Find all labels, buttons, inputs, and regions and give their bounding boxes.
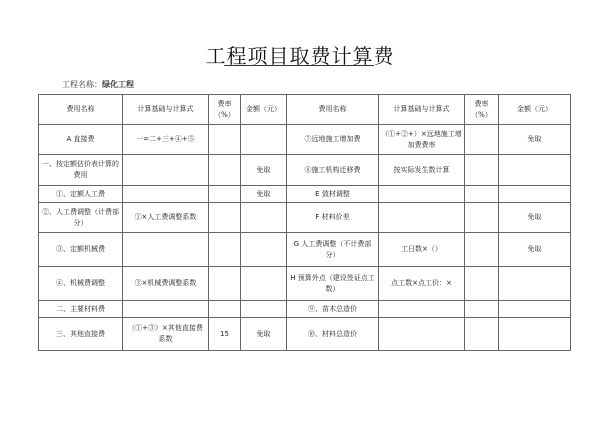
table-cell bbox=[241, 233, 287, 267]
table-cell bbox=[465, 125, 499, 155]
project-name: 绿化工程 bbox=[102, 79, 134, 89]
table-cell: 按实际发生数计算 bbox=[379, 155, 465, 186]
table-cell: 免取 bbox=[499, 125, 571, 155]
table-cell bbox=[123, 155, 209, 186]
table-cell bbox=[209, 233, 241, 267]
header-cell: 计算基础与计算式 bbox=[379, 95, 465, 125]
table-cell bbox=[499, 267, 571, 301]
table-cell: 免取 bbox=[241, 318, 287, 351]
table-cell: ①、定额人工费 bbox=[39, 186, 123, 203]
table-cell bbox=[241, 301, 287, 318]
table-cell: 三、其他直接费 bbox=[39, 318, 123, 351]
table-row bbox=[39, 125, 571, 155]
table-cell: 免取 bbox=[499, 233, 571, 267]
table-cell bbox=[499, 155, 571, 186]
project-label: 工程名称： bbox=[62, 80, 102, 89]
table-cell bbox=[123, 233, 209, 267]
table-cell bbox=[209, 186, 241, 203]
fee-table bbox=[38, 94, 571, 351]
table-cell bbox=[241, 203, 287, 233]
table-row bbox=[39, 155, 571, 186]
table-cell: （①+②+）×远地施工增加费费率 bbox=[379, 125, 465, 155]
table-cell bbox=[499, 186, 571, 203]
header-cell: 金额（元） bbox=[241, 95, 287, 125]
table-cell bbox=[465, 155, 499, 186]
table-cell bbox=[499, 318, 571, 351]
table-cell: ⑨、苗木总造价 bbox=[287, 301, 379, 318]
document-title: 工程项目取费计算费 bbox=[205, 44, 395, 68]
table-cell bbox=[209, 267, 241, 301]
title-underline bbox=[224, 65, 374, 66]
table-cell bbox=[465, 318, 499, 351]
table-cell: 免取 bbox=[241, 186, 287, 203]
table-cell: 二、主要材料费 bbox=[39, 301, 123, 318]
table-cell: ④、机械费调整 bbox=[39, 267, 123, 301]
table-cell bbox=[209, 301, 241, 318]
table-cell bbox=[379, 301, 465, 318]
table-cell bbox=[123, 301, 209, 318]
table-cell: （①+③）×其他直接费系数 bbox=[123, 318, 209, 351]
table-cell: 免取 bbox=[499, 203, 571, 233]
table-row bbox=[39, 301, 571, 318]
table-header-row bbox=[39, 95, 571, 125]
table-cell: ⑦远地施工增加费 bbox=[287, 125, 379, 155]
table-cell: ③×机械费调整系数 bbox=[123, 267, 209, 301]
table-cell: 工日数×（） bbox=[379, 233, 465, 267]
table-cell: ⑩、材料总造价 bbox=[287, 318, 379, 351]
table-row bbox=[39, 186, 571, 203]
header-cell: 费用名称 bbox=[287, 95, 379, 125]
table-cell bbox=[209, 203, 241, 233]
table-row bbox=[39, 203, 571, 233]
table-cell bbox=[465, 301, 499, 318]
table-cell: 点工数×点工价：× bbox=[379, 267, 465, 301]
header-cell: 费率（%） bbox=[209, 95, 241, 125]
table-cell: 一、按定额估价表计算的费用 bbox=[39, 155, 123, 186]
header-cell: 费率（%） bbox=[465, 95, 499, 125]
table-row bbox=[39, 318, 571, 351]
table-cell: 免取 bbox=[241, 155, 287, 186]
table-cell: ②、人工费调整（计费部分） bbox=[39, 203, 123, 233]
table-cell: E 敛材调整 bbox=[287, 186, 379, 203]
table-cell: ③、定额机械费 bbox=[39, 233, 123, 267]
table-cell: A 直接费 bbox=[39, 125, 123, 155]
table-row bbox=[39, 233, 571, 267]
header-cell: 金额（元） bbox=[499, 95, 571, 125]
table-cell: G 人工费调整（不计费部分） bbox=[287, 233, 379, 267]
table-cell: F 材料价差 bbox=[287, 203, 379, 233]
table-cell bbox=[379, 318, 465, 351]
table-cell: H 预算外点（建设签证点工数） bbox=[287, 267, 379, 301]
table-row bbox=[39, 267, 571, 301]
project-line bbox=[62, 79, 134, 90]
table-cell bbox=[379, 203, 465, 233]
table-cell bbox=[209, 125, 241, 155]
header-cell: 计算基础与计算式 bbox=[123, 95, 209, 125]
table-cell bbox=[241, 125, 287, 155]
table-cell bbox=[465, 203, 499, 233]
table-cell bbox=[123, 186, 209, 203]
table-cell: ①×人工费调整系数 bbox=[123, 203, 209, 233]
table-cell: ⑧施工机构迁移费 bbox=[287, 155, 379, 186]
table-cell: 15 bbox=[209, 318, 241, 351]
table-cell bbox=[465, 233, 499, 267]
table-cell: 一=二+三+④+⑤ bbox=[123, 125, 209, 155]
header-cell: 费用名称 bbox=[39, 95, 123, 125]
table-cell bbox=[379, 186, 465, 203]
table-cell bbox=[499, 301, 571, 318]
table-cell bbox=[241, 267, 287, 301]
table-cell bbox=[465, 186, 499, 203]
table-cell bbox=[465, 267, 499, 301]
table-cell bbox=[209, 155, 241, 186]
